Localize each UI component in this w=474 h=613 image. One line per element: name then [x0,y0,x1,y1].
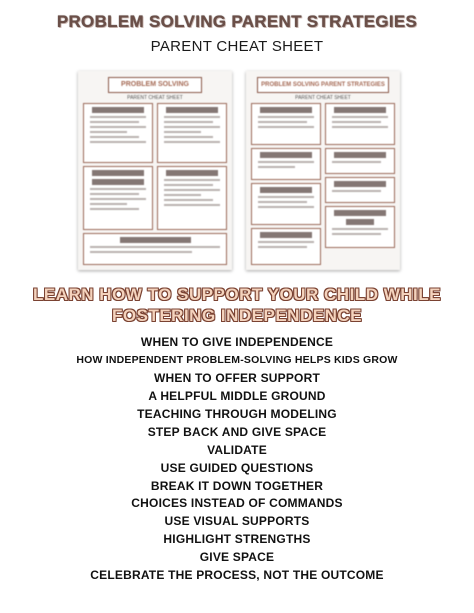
preview-card [251,228,321,265]
preview-card [251,148,321,180]
list-item: HOW INDEPENDENT PROBLEM-SOLVING HELPS KIDS GROW [76,353,398,366]
list-item: VALIDATE [207,442,267,457]
list-item: USE GUIDED QUESTIONS [160,460,314,475]
preview-card [157,166,227,230]
preview-card [83,103,153,163]
topic-list [0,334,474,585]
list-item: A HELPFUL MIDDLE GROUND [148,388,326,403]
preview-card [325,177,395,203]
preview-left-heading: PROBLEM SOLVING [108,77,202,93]
list-item: WHEN TO OFFER SUPPORT [154,370,320,385]
headline-line-2: FOSTERING INDEPENDENCE [112,306,362,325]
preview-card [83,233,227,265]
list-item: HIGHLIGHT STRENGTHS [163,532,311,547]
preview-right-heading: PROBLEM SOLVING PARENT STRATEGIES [257,77,389,93]
preview-left-subheading: PARENT CHEAT SHEET [127,95,183,101]
page-subtitle: PARENT CHEAT SHEET [150,38,324,55]
list-item: GIVE SPACE [199,550,275,565]
list-item: WHEN TO GIVE INDEPENDENCE [140,335,334,349]
preview-right-subheading: PARENT CHEAT SHEET [295,95,351,101]
preview-card [251,183,321,225]
preview-page-left [78,71,232,270]
list-item: USE VISUAL SUPPORTS [164,514,310,529]
page-title: PROBLEM SOLVING PARENT STRATEGIES [56,12,418,31]
preview-page-right [246,71,400,270]
preview-card [157,103,227,163]
list-item: TEACHING THROUGH MODELING [137,406,337,421]
headline-banner [0,284,474,326]
preview-card [325,103,395,145]
preview-card [251,103,321,145]
preview-card [325,148,395,174]
preview-card [325,206,395,248]
list-item: BREAK IT DOWN TOGETHER [150,478,324,493]
list-item: STEP BACK AND GIVE SPACE [147,424,327,439]
preview-card [83,166,153,230]
headline-line-1: LEARN HOW TO SUPPORT YOUR CHILD WHILE [33,285,441,304]
list-item: CHOICES INSTEAD OF COMMANDS [131,496,343,511]
list-item: CELEBRATE THE PROCESS, NOT THE OUTCOME [90,568,384,583]
